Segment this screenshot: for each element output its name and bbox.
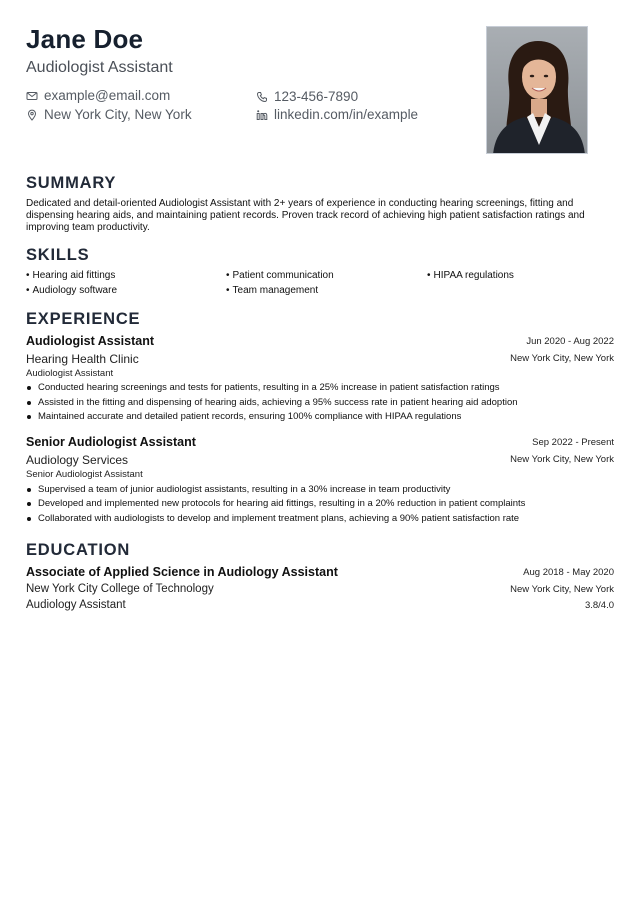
job-bullet — [26, 382, 500, 393]
education-degree: Associate of Applied Science in Audiology Assistant — [26, 565, 338, 579]
summary-text: Dedicated and detail-oriented Audiologist Assistant with 2+ years of experience in conducting hearing screenings, fitting and dispensing hearing aids, and maintaining patient records. Proven track record of achieving high patient satisfaction ratings and improving team productivity. — [26, 198, 585, 233]
education-location: New York City, New York — [510, 584, 614, 595]
job-dates: Sep 2022 - Present — [532, 437, 614, 448]
job-bullet — [26, 411, 461, 422]
envelope-icon — [26, 90, 38, 102]
job-location: New York City, New York — [510, 454, 614, 465]
job-company: Hearing Health Clinic — [26, 352, 139, 366]
job-bullet — [26, 397, 518, 408]
education-heading: EDUCATION — [26, 541, 131, 559]
phone-text: 123-456-7890 — [274, 89, 359, 104]
skill-item: • Team management — [226, 285, 318, 296]
bullet-text: Collaborated with audiologists to develop and implement treatment plans, achieving a 90% patient satisfaction rate — [38, 513, 520, 524]
bullet-dot — [27, 502, 31, 506]
job-title: Senior Audiologist Assistant — [26, 435, 196, 449]
job-bullet — [26, 498, 525, 509]
skill-item: • Audiology software — [26, 285, 117, 296]
education-dates: Aug 2018 - May 2020 — [523, 567, 614, 578]
email-text: example@email.com — [44, 88, 171, 103]
skills-heading: SKILLS — [26, 246, 90, 264]
bullet-dot — [27, 386, 31, 390]
skill-item: • Hearing aid fittings — [26, 270, 115, 281]
job-bullet — [26, 484, 450, 495]
job-bullet — [26, 513, 519, 524]
job-subtitle: Audiologist Assistant — [26, 368, 114, 379]
contact-email[interactable] — [26, 88, 170, 103]
education-gpa: 3.8/4.0 — [584, 600, 614, 611]
bullet-dot — [27, 517, 31, 521]
summary-heading: SUMMARY — [26, 174, 117, 192]
phone-icon — [256, 91, 268, 103]
education-field: Audiology Assistant — [26, 599, 126, 611]
bullet-text: Assisted in the fitting and dispensing of hearing aids, achieving a 95% success rate in patient hearing aid adoption — [38, 397, 518, 408]
job-dates: Jun 2020 - Aug 2022 — [526, 336, 614, 347]
job-subtitle: Senior Audiologist Assistant — [26, 469, 143, 480]
bullet-dot — [27, 401, 31, 405]
bullet-text: Developed and implemented new protocols for hearing aid fittings, resulting in a 20% reduction in patient complaints — [38, 498, 526, 509]
profile-photo-image — [487, 27, 588, 154]
skill-item: • HIPAA regulations — [427, 270, 514, 281]
education-school: New York City College of Technology — [26, 583, 214, 595]
bullet-dot — [27, 488, 31, 492]
job-title: Audiologist Assistant — [26, 334, 155, 348]
experience-heading: EXPERIENCE — [26, 310, 141, 328]
location-text: New York City, New York — [44, 107, 192, 122]
contact-location — [26, 107, 192, 122]
linkedin-text: linkedin.com/in/example — [274, 107, 419, 122]
map-pin-icon — [26, 109, 38, 121]
candidate-role: Audiologist Assistant — [26, 59, 173, 76]
skill-item: • Patient communication — [226, 270, 334, 281]
contact-phone[interactable] — [256, 89, 358, 104]
bullet-dot — [27, 415, 31, 419]
bullet-text: Maintained accurate and detailed patient records, ensuring 100% compliance with HIPAA regulations — [38, 411, 462, 422]
bullet-text: Conducted hearing screenings and tests for patients, resulting in a 25% increase in patient satisfaction ratings — [38, 382, 500, 393]
job-location: New York City, New York — [510, 353, 614, 364]
bullet-text: Supervised a team of junior audiologist assistants, resulting in a 30% increase in team productivity — [38, 484, 451, 495]
linkedin-icon — [256, 109, 268, 121]
profile-photo — [486, 26, 588, 154]
job-company: Audiology Services — [26, 453, 129, 467]
contact-linkedin[interactable] — [256, 107, 418, 122]
candidate-name: Jane Doe — [26, 24, 144, 54]
